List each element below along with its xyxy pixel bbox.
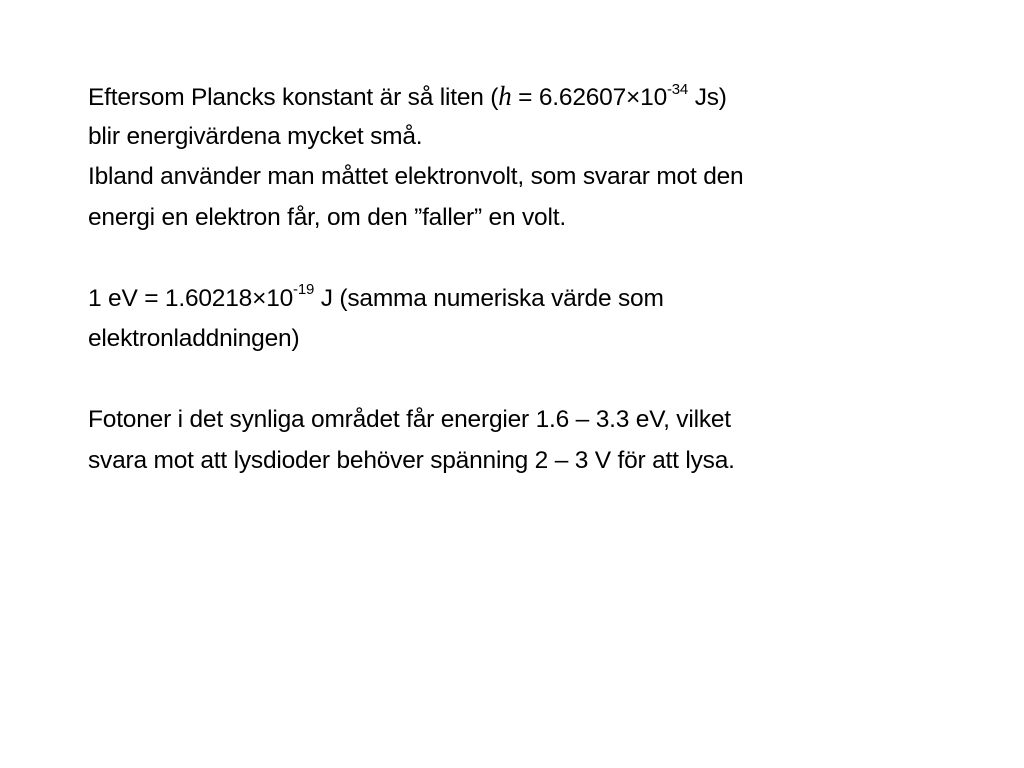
planck-intro-text: Eftersom Plancks konstant är så liten ( [88, 84, 499, 111]
energy-small-line: blir energivärdena mycket små. [88, 122, 423, 150]
planck-constant-line [88, 76, 968, 117]
ev-conversion-line [88, 279, 968, 320]
electronvolt-definition-line: energi en elektron får, om den ”faller” en volt. [88, 203, 566, 231]
planck-symbol: h [498, 81, 512, 111]
ev-exponent: -19 [293, 281, 315, 299]
paragraph-spacer [88, 360, 968, 401]
paragraph-spacer [88, 238, 968, 279]
ev-value-text: 1 eV = 1.60218×10 [88, 284, 294, 312]
photon-energy-line: Fotoner i det synliga området får energier 1.6 – 3.3 eV, vilket [88, 406, 731, 433]
slide-text-body [88, 76, 968, 481]
ev-note-continuation-line: elektronladdningen) [88, 325, 300, 352]
electronvolt-intro-line: Ibland använder man måttet elektronvolt, som svarar mot den [88, 163, 744, 190]
led-voltage-line: svara mot att lysdioder behöver spänning 2 – 3 V för att lysa. [88, 446, 735, 474]
planck-value-text: = 6.62607×10 [511, 84, 667, 111]
ev-unit-note-text: J (samma numeriska värde som [314, 284, 664, 312]
planck-exponent: -34 [667, 80, 689, 98]
planck-unit-text: Js) [688, 84, 727, 111]
